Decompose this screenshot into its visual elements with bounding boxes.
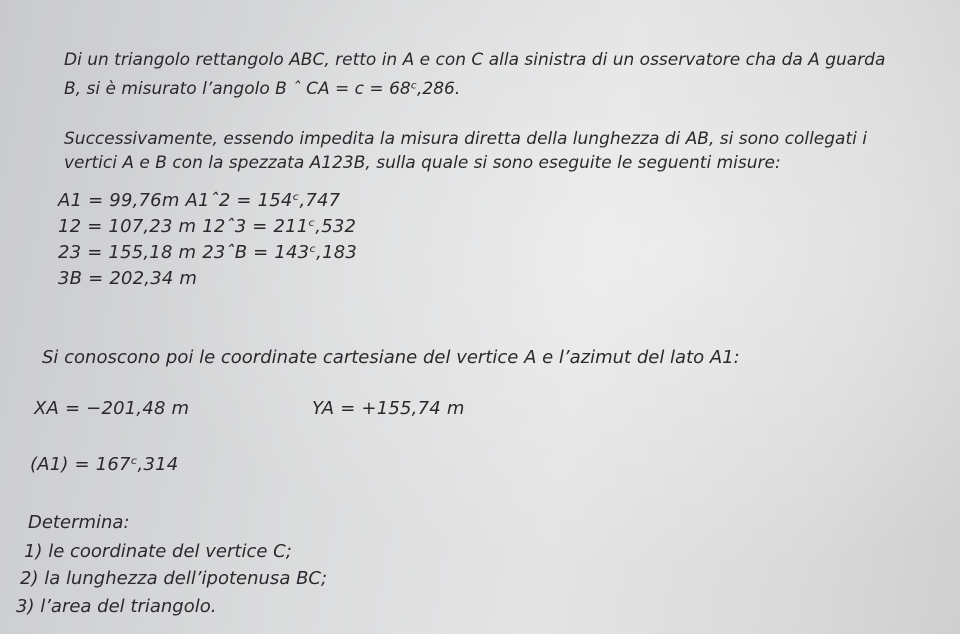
task-1: 1) le coordinate del vertice C; [24, 541, 292, 562]
measure-row-1: A1 = 99,76m A1ˆ2 = 154ᶜ,747 [58, 190, 341, 211]
measure-row-2: 12 = 107,23 m 12ˆ3 = 211ᶜ,532 [58, 216, 357, 237]
coords-intro: Si conoscono poi le coordinate cartesiane del vertice A e l’azimut del lato A1: [42, 347, 740, 368]
successive-line-2: vertici A e B con la spezzata A123B, sulla quale si sono eseguite le seguenti misure: [64, 153, 781, 173]
intro-line-2: B, si è misurato l’angolo B ˆ CA = c = 68ᶜ,286. [64, 79, 461, 99]
measure-row-4: 3B = 202,34 m [58, 268, 198, 289]
determine-label: Determina: [28, 512, 130, 533]
task-3: 3) l’area del triangolo. [16, 596, 217, 617]
ya-value: YA = +155,74 m [312, 398, 465, 419]
azimuth-value: (A1) = 167ᶜ,314 [30, 454, 179, 475]
intro-line-1: Di un triangolo rettangolo ABC, retto in A e con C alla sinistra di un osservatore cha da A guarda [64, 50, 886, 70]
measure-row-3: 23 = 155,18 m 23ˆB = 143ᶜ,183 [58, 242, 358, 263]
task-2: 2) la lunghezza dell’ipotenusa BC; [20, 568, 328, 589]
xa-value: XA = −201,48 m [34, 398, 190, 419]
successive-line-1: Successivamente, essendo impedita la misura diretta della lunghezza di AB, si sono collegati i [64, 129, 867, 149]
